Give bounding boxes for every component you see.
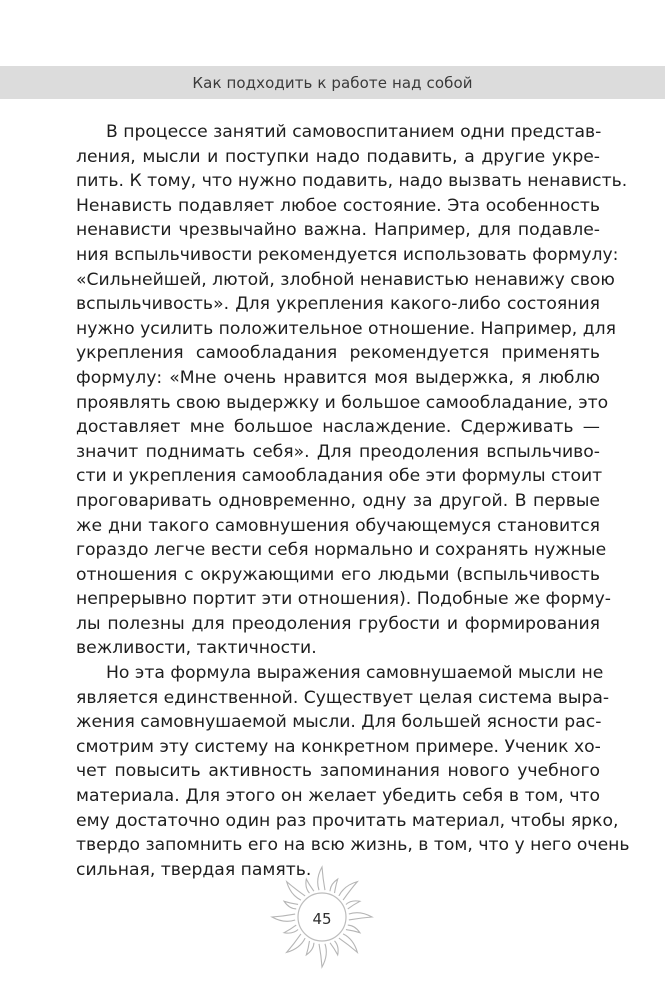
page-number: 45: [312, 910, 332, 928]
paragraph-2: [76, 661, 630, 882]
text-line: смотрим эту систему на конкретном примере. Ученик хо-: [76, 736, 601, 757]
text-line: же дни такого самовнушения обучающемуся становится: [76, 515, 600, 536]
text-line: непрерывно портит эти отношения). Подобные же форму-: [76, 589, 611, 610]
text-line: укрепления самообладания рекомендуется применять: [76, 343, 600, 364]
text-line: лы полезны для преодоления грубости и формирования: [76, 613, 600, 634]
text-line: ненависти чрезвычайно важна. Например, для подавле-: [76, 220, 600, 241]
sun-ray: [330, 879, 338, 893]
sun-ray: [287, 882, 305, 900]
sun-ray: [306, 879, 314, 893]
text-line: вспыльчивость». Для укрепления какого-либо состояния: [76, 294, 600, 315]
text-line: ему достаточно один раз прочитать материал, чтобы ярко,: [76, 810, 619, 831]
text-line: «Сильнейшей, лютой, злобной ненавистью ненавижу свою: [76, 269, 615, 290]
text-line: жения самовнушаемой мысли. Для большей ясности рас-: [76, 712, 602, 733]
text-line: ления, мысли и поступки надо подавить, а другие укре-: [76, 146, 600, 167]
body-text: [76, 120, 630, 882]
text-line: формулу: «Мне очень нравится моя выдержка, я люблю: [76, 367, 600, 388]
text-line: материала. Для этого он желает убедить себя в том, что: [76, 786, 600, 807]
sun-ray: [287, 934, 305, 952]
sun-ray: [330, 941, 338, 955]
text-line: Но эта формула выражения самовнушаемой мысли не: [106, 663, 604, 684]
text-line: доставляет мне большое наслаждение. Сдерживать —: [76, 417, 600, 438]
sun-ray: [339, 934, 357, 952]
paragraph-1: [76, 120, 628, 661]
text-line: проявлять свою выдержку и большое самообладание, это: [76, 392, 609, 413]
sun-ray: [318, 867, 325, 890]
text-line: отношения с окружающими его людьми (вспыльчивость: [76, 564, 600, 585]
sun-ray: [306, 941, 314, 955]
text-line: нужно усилить положительное отношение. Например, для: [76, 318, 616, 339]
text-line: сильная, твердая память.: [76, 859, 312, 880]
text-line: вежливости, тактичности.: [76, 638, 317, 659]
text-line: В процессе занятий самовоспитанием одни представ-: [106, 122, 602, 142]
text-line: является единственной. Существует целая система выра-: [76, 687, 610, 708]
text-line: ния вспыльчивости рекомендуется использовать формулу:: [76, 244, 619, 265]
text-line: пить. К тому, что нужно подавить, надо вызвать ненависть.: [76, 171, 628, 192]
text-line: твердо запомнить его на всю жизнь, в том, что у него очень: [76, 835, 630, 856]
text-line: гораздо легче вести себя нормально и сохранять нужные: [76, 540, 607, 561]
sun-ray: [319, 944, 326, 967]
running-title: Как подходить к работе над собой: [192, 74, 473, 92]
page-number-ornament: [262, 862, 382, 982]
text-line: сти и укрепления самообладания обе эти формулы стоит: [76, 466, 603, 487]
text-line: чет повысить активность запоминания нового учебного: [76, 761, 600, 782]
sun-ray: [284, 901, 298, 909]
text-line: Ненависть подавляет любое состояние. Эта особенность: [76, 195, 600, 216]
text-line: проговаривать одновременно, одну за другой. В первые: [76, 490, 600, 511]
sun-ray: [339, 882, 357, 900]
sun-ray: [346, 901, 360, 909]
text-line: значит поднимать себя». Для преодоления вспыльчиво-: [76, 441, 600, 462]
